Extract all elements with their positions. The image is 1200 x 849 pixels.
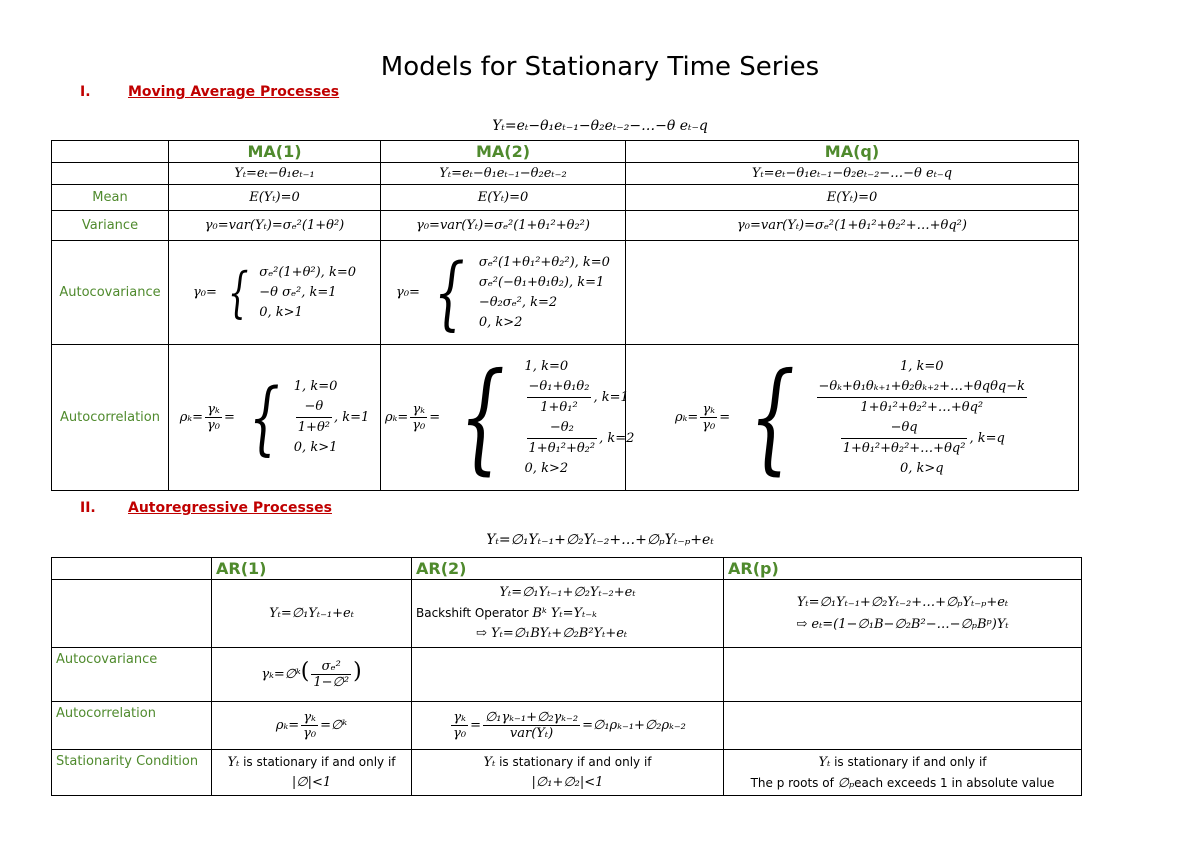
roots-text: The p roots of (750, 775, 838, 790)
rho-lhs: ρₖ= (179, 410, 203, 425)
arp-stationarity (724, 750, 1082, 796)
case-line: −θ σₑ², k=1 (259, 284, 337, 300)
variance-label: Variance (52, 211, 169, 241)
ar2-model-line2 (416, 603, 719, 624)
backshift-eq: Bᵏ Yₜ=Yₜ₋ₖ (532, 606, 597, 621)
arp-model (724, 580, 1082, 648)
section-number: II. (80, 500, 96, 516)
ma1-autocorr (169, 345, 381, 491)
ar-model-row (52, 580, 1082, 648)
case-line (294, 397, 370, 438)
empty-cell (724, 648, 1082, 702)
case-line: 0, k>q (899, 460, 944, 476)
roots-text-tail: each exceeds 1 in absolute value (854, 775, 1055, 790)
rhs: =∅ᵏ (320, 718, 348, 733)
case-line: σₑ²(1+θ₁²+θ₂²), k=0 (478, 254, 610, 270)
ar1-autocov: γₖ=∅ᵏ( $\frac{\text{σₑ²}}{\text{1−∅²}}$ ) (212, 648, 412, 702)
frac-den: 1+θ² (297, 420, 330, 435)
empty-cell (52, 580, 212, 648)
ma1-model: Yₜ=eₜ−θ₁eₜ₋₁ (169, 163, 381, 185)
maq-model: Yₜ=eₜ−θ₁eₜ₋₁−θ₂eₜ₋₂−…−θ eₜ₋q (626, 163, 1079, 185)
rho-lhs: ρₖ= (675, 410, 699, 425)
frac-num: γₖ (700, 402, 717, 418)
ma2-mean: E(Yₜ)=0 (381, 185, 626, 211)
frac-num: −θ₁+θ₁θ₂ (527, 377, 592, 398)
ar-general-equation: Yₜ=∅₁Yₜ₋₁+∅₂Yₜ₋₂+…+∅ₚYₜ₋ₚ+eₜ (486, 532, 714, 548)
ma1-mean: E(Yₜ)=0 (169, 185, 381, 211)
equals: = (719, 410, 731, 425)
case-line: σₑ²(1+θ²), k=0 (259, 264, 356, 280)
frac-den: 1+θ₁²+θ₂² (528, 440, 596, 456)
roots-sym: ∅ₚ (837, 775, 855, 791)
ar1-stationarity (212, 750, 412, 796)
stationary-text: is stationary if and only if (830, 754, 987, 769)
empty-cell (52, 163, 169, 185)
section-heading-ar (80, 500, 332, 516)
ma-variance-row (52, 211, 1079, 241)
stationary-text: is stationary if and only if (239, 755, 396, 769)
maq-variance: γ₀=var(Yₜ)=σₑ²(1+θ₁²+θ₂²+…+θq²) (626, 211, 1079, 241)
ar2-model (412, 580, 724, 648)
frac-den: γ₀ (303, 726, 317, 741)
autocov-lhs: γₖ=∅ᵏ (261, 667, 301, 682)
rhs: =∅₁ρₖ₋₁+∅₂ρₖ₋₂ (582, 718, 686, 733)
empty-cell (626, 241, 1079, 345)
frac-num: −θ₂ (527, 418, 598, 439)
empty-cell (412, 648, 724, 702)
ar2-model-line1: Yₜ=∅₁Yₜ₋₁+∅₂Yₜ₋₂+eₜ (499, 585, 636, 600)
left-brace: { (434, 245, 465, 339)
case-tail: , k=q (969, 430, 1005, 446)
case-line (815, 418, 1029, 459)
ar-autocov-row (52, 648, 1082, 702)
case-line: 0, k>1 (293, 440, 338, 455)
section-name: Autoregressive Processes (128, 500, 332, 516)
autocorr-label: Autocorrelation (52, 345, 169, 491)
case-line: 0, k>2 (478, 314, 523, 330)
stationary-text: is stationary if and only if (495, 755, 652, 769)
maq-autocorr (626, 345, 1079, 491)
ma2-variance: γ₀=var(Yₜ)=σₑ²(1+θ₁²+θ₂²) (381, 211, 626, 241)
case-line: 0, k>1 (259, 304, 303, 320)
section-number: I. (80, 84, 91, 100)
frac-den: 1−∅² (313, 675, 350, 690)
frac-num: ∅₁γₖ₋₁+∅₂γₖ₋₂ (484, 710, 579, 725)
frac-den: γ₀ (412, 418, 426, 433)
empty-cell (52, 141, 169, 163)
ma2-autocov (381, 241, 626, 345)
rho-lhs: ρₖ= (275, 718, 300, 733)
stationary-sym: Yₜ (483, 755, 496, 770)
case-tail: , k=1 (333, 410, 370, 425)
rho-lhs: ρₖ= (385, 410, 409, 425)
ma-header-row (52, 141, 1079, 163)
ar-header-row (52, 558, 1082, 580)
ma-autocorr-row (52, 345, 1079, 491)
ar1-model: Yₜ=∅₁Yₜ₋₁+eₜ (212, 580, 412, 648)
frac-num: −θq (841, 418, 968, 439)
left-brace: { (749, 347, 796, 487)
frac-den: γ₀ (206, 418, 220, 433)
stationary-sym: Yₜ (818, 754, 831, 770)
frac-den: γ₀ (702, 418, 716, 433)
ma-mean-row (52, 185, 1079, 211)
frac-den: 1+θ₁²+θ₂²+…+θq² (842, 440, 966, 456)
frac-num: −θ (296, 397, 332, 418)
ar-table (51, 557, 1082, 796)
case-line: 1, k=0 (293, 379, 338, 394)
stationary-condition: |∅|<1 (291, 775, 332, 790)
empty-cell (52, 558, 212, 580)
ma2-autocorr (381, 345, 635, 491)
frac-den: var(Yₜ) (509, 726, 554, 741)
ma2-header: MA(2) (381, 141, 626, 163)
case-line: σₑ²(−θ₁+θ₁θ₂), k=1 (478, 274, 605, 290)
case-tail: , k=1 (593, 389, 629, 405)
ma-model-row (52, 163, 1079, 185)
ar2-header: AR(2) (412, 558, 724, 580)
ma1-autocov (169, 241, 381, 345)
ar-stationarity-row (52, 750, 1082, 796)
section-heading-ma (80, 84, 339, 100)
left-brace: { (249, 370, 280, 464)
frac-den: γ₀ (453, 726, 467, 741)
equals: = (429, 410, 441, 425)
left-brace: { (459, 347, 506, 487)
frac-num: γₖ (301, 710, 318, 726)
autocov-label: Autocovariance (52, 241, 169, 345)
left-brace: { (227, 260, 249, 324)
autocov-lhs: γ₀= (396, 285, 420, 300)
ma2-model: Yₜ=eₜ−θ₁eₜ₋₁−θ₂eₜ₋₂ (381, 163, 626, 185)
stationary-condition: |∅₁+∅₂|<1 (531, 775, 604, 790)
mean-label: Mean (52, 185, 169, 211)
case-line (525, 418, 635, 459)
frac-num: γₖ (205, 402, 222, 418)
ar1-header: AR(1) (212, 558, 412, 580)
section-name: Moving Average Processes (128, 84, 340, 100)
case-line: −θ₂σₑ², k=2 (478, 294, 558, 310)
frac-num: σₑ² (311, 659, 351, 675)
autocov-lhs: γ₀= (192, 285, 217, 300)
ar-autocorr-label: Autocorrelation (52, 702, 212, 750)
frac-num: −θₖ+θ₁θₖ₊₁+θ₂θₖ₊₂+…+θqθq−k (817, 377, 1027, 398)
ar2-model-line3: ⇨ Yₜ=∅₁BYₜ+∅₂B²Yₜ+eₜ (476, 626, 628, 641)
case-line (525, 377, 635, 418)
case-line: 0, k>2 (524, 460, 569, 476)
case-line (815, 377, 1029, 418)
maq-header: MA(q) (626, 141, 1079, 163)
frac-num: γₖ (451, 710, 468, 726)
case-tail: , k=2 (599, 430, 635, 446)
ma1-variance: γ₀=var(Yₜ)=σₑ²(1+θ²) (169, 211, 381, 241)
equals: = (223, 410, 235, 425)
ar1-autocorr (212, 702, 412, 750)
ar2-stationarity (412, 750, 724, 796)
ma-autocov-row (52, 241, 1079, 345)
ar-autocorr-row (52, 702, 1082, 750)
arp-model-line1: Yₜ=∅₁Yₜ₋₁+∅₂Yₜ₋₂+…+∅ₚYₜ₋ₚ+eₜ (796, 594, 1009, 610)
frac-den: 1+θ₁² (540, 399, 578, 415)
page-title: Models for Stationary Time Series (380, 52, 820, 82)
equals: = (470, 718, 481, 733)
backshift-label: Backshift Operator (416, 606, 533, 620)
stationary-sym: Yₜ (227, 755, 240, 770)
ma1-header: MA(1) (169, 141, 381, 163)
empty-cell (724, 702, 1082, 750)
maq-mean: E(Yₜ)=0 (626, 185, 1079, 211)
stationarity-label: Stationarity Condition (52, 750, 212, 796)
ma-table (51, 140, 1079, 491)
arp-header: AR(p) (724, 558, 1082, 580)
ma-general-equation: Yₜ=eₜ−θ₁eₜ₋₁−θ₂eₜ₋₂−…−θ eₜ₋q (492, 118, 708, 134)
case-line: 1, k=0 (899, 358, 944, 374)
ar-autocov-label: Autocovariance (52, 648, 212, 702)
arp-model-line2: ⇨ eₜ=(1−∅₁B−∅₂B²−…−∅ₚBᵖ)Yₜ (796, 616, 1009, 632)
frac-den: 1+θ₁²+θ₂²+…+θq² (860, 399, 984, 415)
frac-num: γₖ (410, 402, 427, 418)
ar2-autocorr (412, 702, 724, 750)
case-line: 1, k=0 (524, 358, 569, 374)
